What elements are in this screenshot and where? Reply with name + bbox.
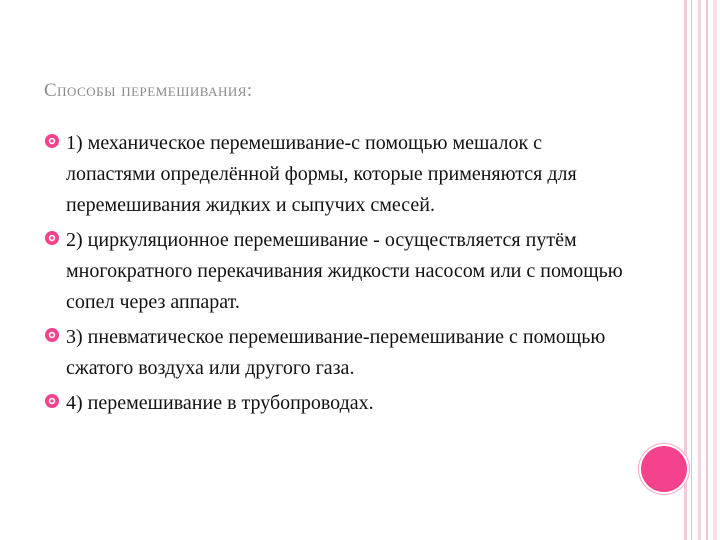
band-stripe [706,0,708,540]
band-stripe [698,0,701,540]
bullet-text: 3) пневматическое перемешивание-перемешивание с помощью сжатого воздуха или другого газа. [66,326,606,379]
bullet-text: 4) перемешивание в трубопроводах. [66,392,374,414]
bullet-item [44,128,624,221]
bullet-text: 1) механическое перемешивание-с помощью мешалок с лопастями определённой формы, которые применяются для перемешивания жидких и сыпучих смесей. [66,132,577,216]
gear-bullet-icon [44,327,60,343]
bullet-list [44,128,624,423]
band-stripe [713,0,717,540]
decorative-circle [641,446,687,492]
decorative-side-band [684,0,720,540]
bullet-item [44,388,624,419]
gear-bullet-icon [44,393,60,409]
bullet-text: 2) циркуляционное перемешивание - осуществляется путём многократного перекачивания жидкости насосом или с помощью сопел через аппарат. [66,229,623,313]
bullet-item [44,322,624,384]
gear-bullet-icon [44,230,60,246]
bullet-item [44,225,624,318]
slide-title [44,80,253,102]
gear-bullet-icon [44,133,60,149]
slide-title-text: Способы перемешивания: [44,80,253,101]
band-stripe [691,0,692,540]
